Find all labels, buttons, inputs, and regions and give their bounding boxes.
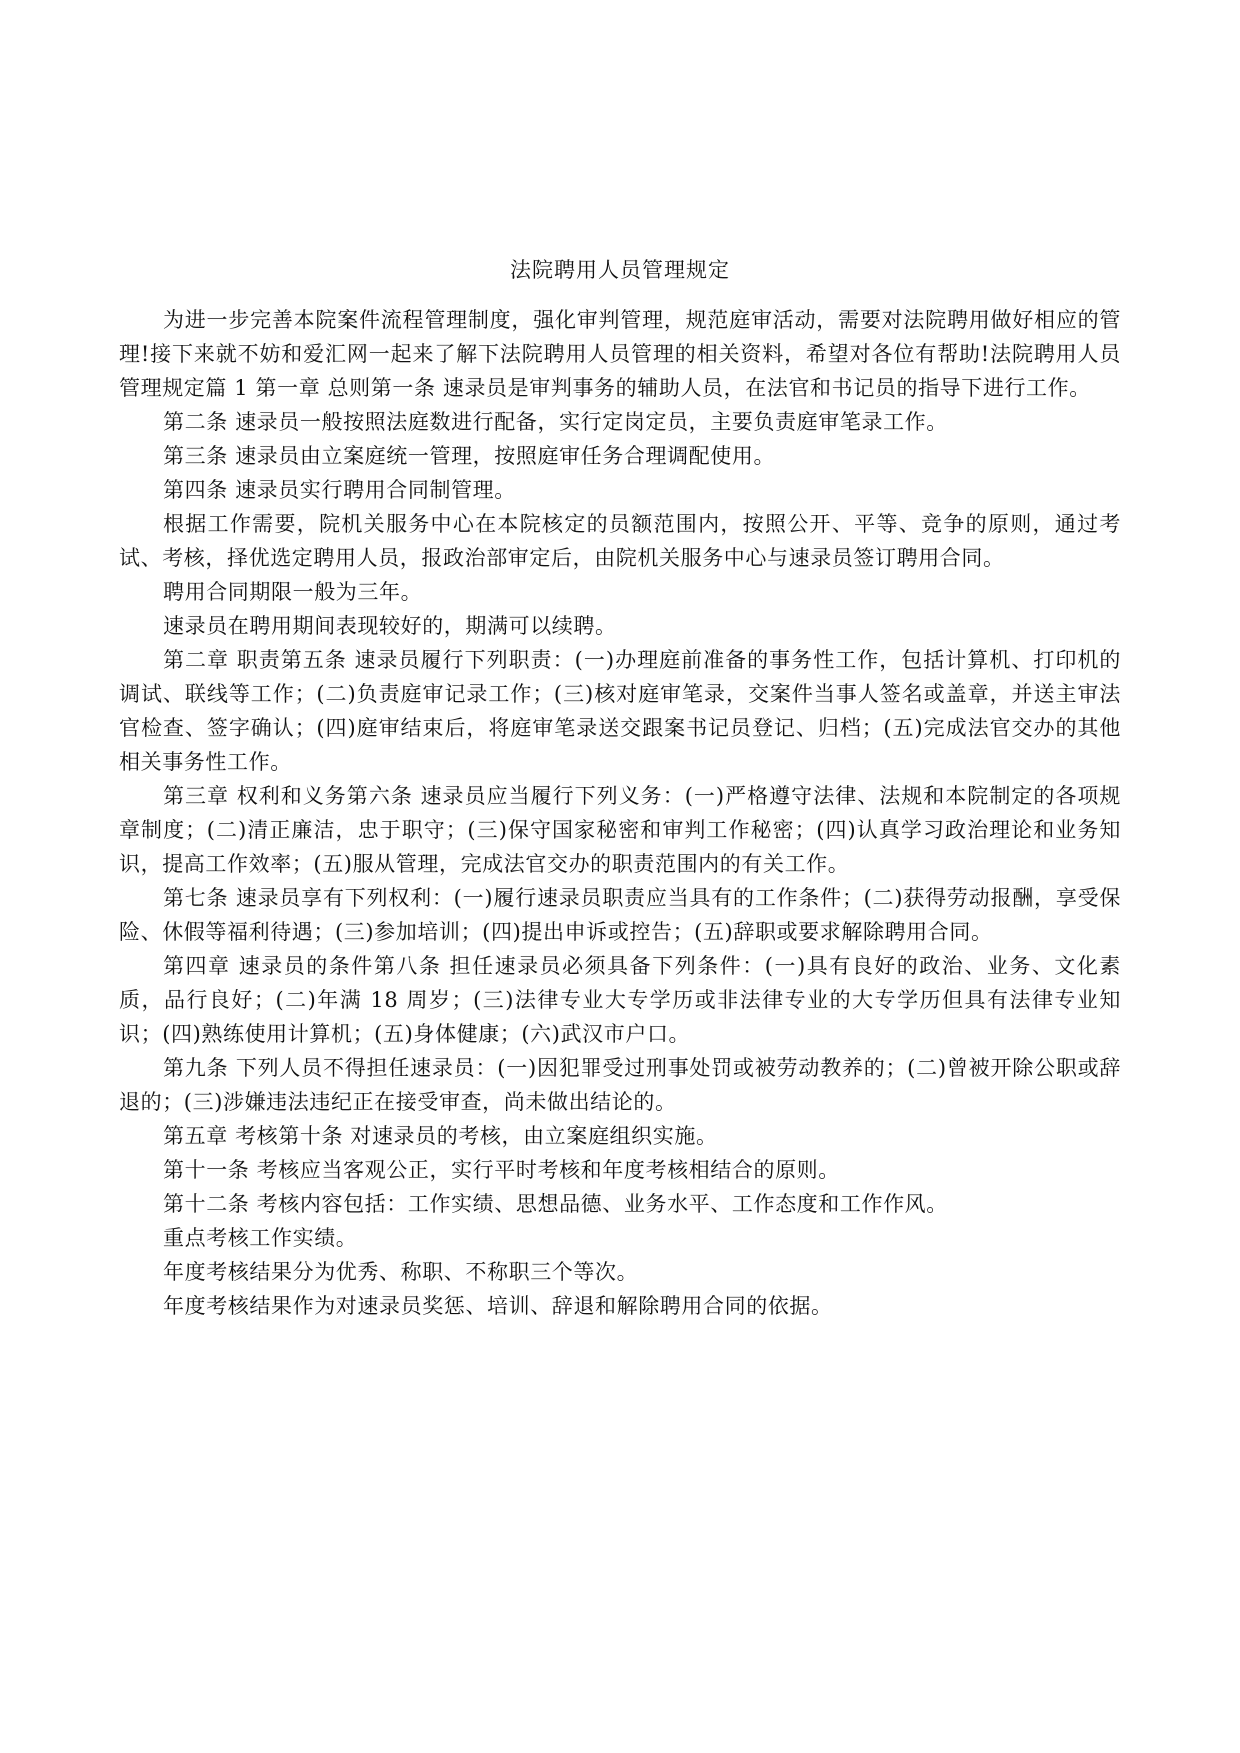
paragraph-article-9: 第九条 下列人员不得担任速录员：(一)因犯罪受过刑事处罚或被劳动教养的；(二)曾被开除公职或辞退的；(三)涉嫌违法违纪正在接受审查，尚未做出结论的。 [119,1056,1121,1114]
paragraph-hiring-process: 根据工作需要，院机关服务中心在本院核定的员额范围内，按照公开、平等、竞争的原则，通过考试、考核，择优选定聘用人员，报政治部审定后，由院机关服务中心与速录员签订聘用合同。 [119,512,1121,570]
paragraph-intro: 为进一步完善本院案件流程管理制度，强化审判管理，规范庭审活动，需要对法院聘用做好相应的管理!接下来就不妨和爱汇网一起来了解下法院聘用人员管理的相关资料，希望对各位有帮助!法院聘用人员管理规定篇 1 第一章 总则第一条 速录员是审判事务的辅助人员，在法官和书记员的指导下进行工作。 [119,308,1121,400]
paragraph-assessment-basis: 年度考核结果作为对速录员奖惩、培训、辞退和解除聘用合同的依据。 [163,1294,833,1318]
paragraph-renewal: 速录员在聘用期间表现较好的，期满可以续聘。 [163,614,617,638]
paragraph-contract-term: 聘用合同期限一般为三年。 [163,580,423,604]
paragraph-article-2: 第二条 速录员一般按照法庭数进行配备，实行定岗定员，主要负责庭审笔录工作。 [163,410,948,434]
paragraph-article-3: 第三条 速录员由立案庭统一管理，按照庭审任务合理调配使用。 [163,444,776,468]
document-title: 法院聘用人员管理规定 [510,258,730,282]
paragraph-article-7-rights: 第七条 速录员享有下列权利：(一)履行速录员职责应当具有的工作条件；(二)获得劳动报酬，享受保险、休假等福利待遇；(三)参加培训；(四)提出申诉或控告；(五)辞职或要求解除聘用合同。 [119,886,1121,944]
paragraph-key-assessment: 重点考核工作实绩。 [163,1226,358,1250]
paragraph-chapter-3-obligations: 第三章 权利和义务第六条 速录员应当履行下列义务：(一)严格遵守法律、法规和本院制定的各项规章制度；(二)清正廉洁，忠于职守；(三)保守国家秘密和审判工作秘密；(四)认真学习政治理论和业务知识，提高工作效率；(五)服从管理，完成法官交办的职责范围内的有关工作。 [119,784,1121,876]
paragraph-article-11: 第十一条 考核应当客观公正，实行平时考核和年度考核相结合的原则。 [163,1158,840,1182]
paragraph-article-12: 第十二条 考核内容包括：工作实绩、思想品德、业务水平、工作态度和工作作风。 [163,1192,948,1216]
paragraph-assessment-grades: 年度考核结果分为优秀、称职、不称职三个等次。 [163,1260,639,1284]
document-body [119,303,1121,1323]
paragraph-article-4: 第四条 速录员实行聘用合同制管理。 [163,478,516,502]
paragraph-chapter-2-duties: 第二章 职责第五条 速录员履行下列职责：(一)办理庭前准备的事务性工作，包括计算机、打印机的调试、联线等工作；(二)负责庭审记录工作；(三)核对庭审笔录，交案件当事人签名或盖章，并送主审法官检查、签字确认；(四)庭审结束后，将庭审笔录送交跟案书记员登记、归档；(五)完成法官交办的其他相关事务性工作。 [119,648,1121,774]
paragraph-chapter-5-assessment: 第五章 考核第十条 对速录员的考核，由立案庭组织实施。 [163,1124,718,1148]
paragraph-chapter-4-conditions: 第四章 速录员的条件第八条 担任速录员必须具备下列条件：(一)具有良好的政治、业务、文化素质，品行良好；(二)年满 18 周岁；(三)法律专业大专学历或非法律专业的大专学历但具有法律专业知识；(四)熟练使用计算机；(五)身体健康；(六)武汉市户口。 [119,954,1121,1046]
